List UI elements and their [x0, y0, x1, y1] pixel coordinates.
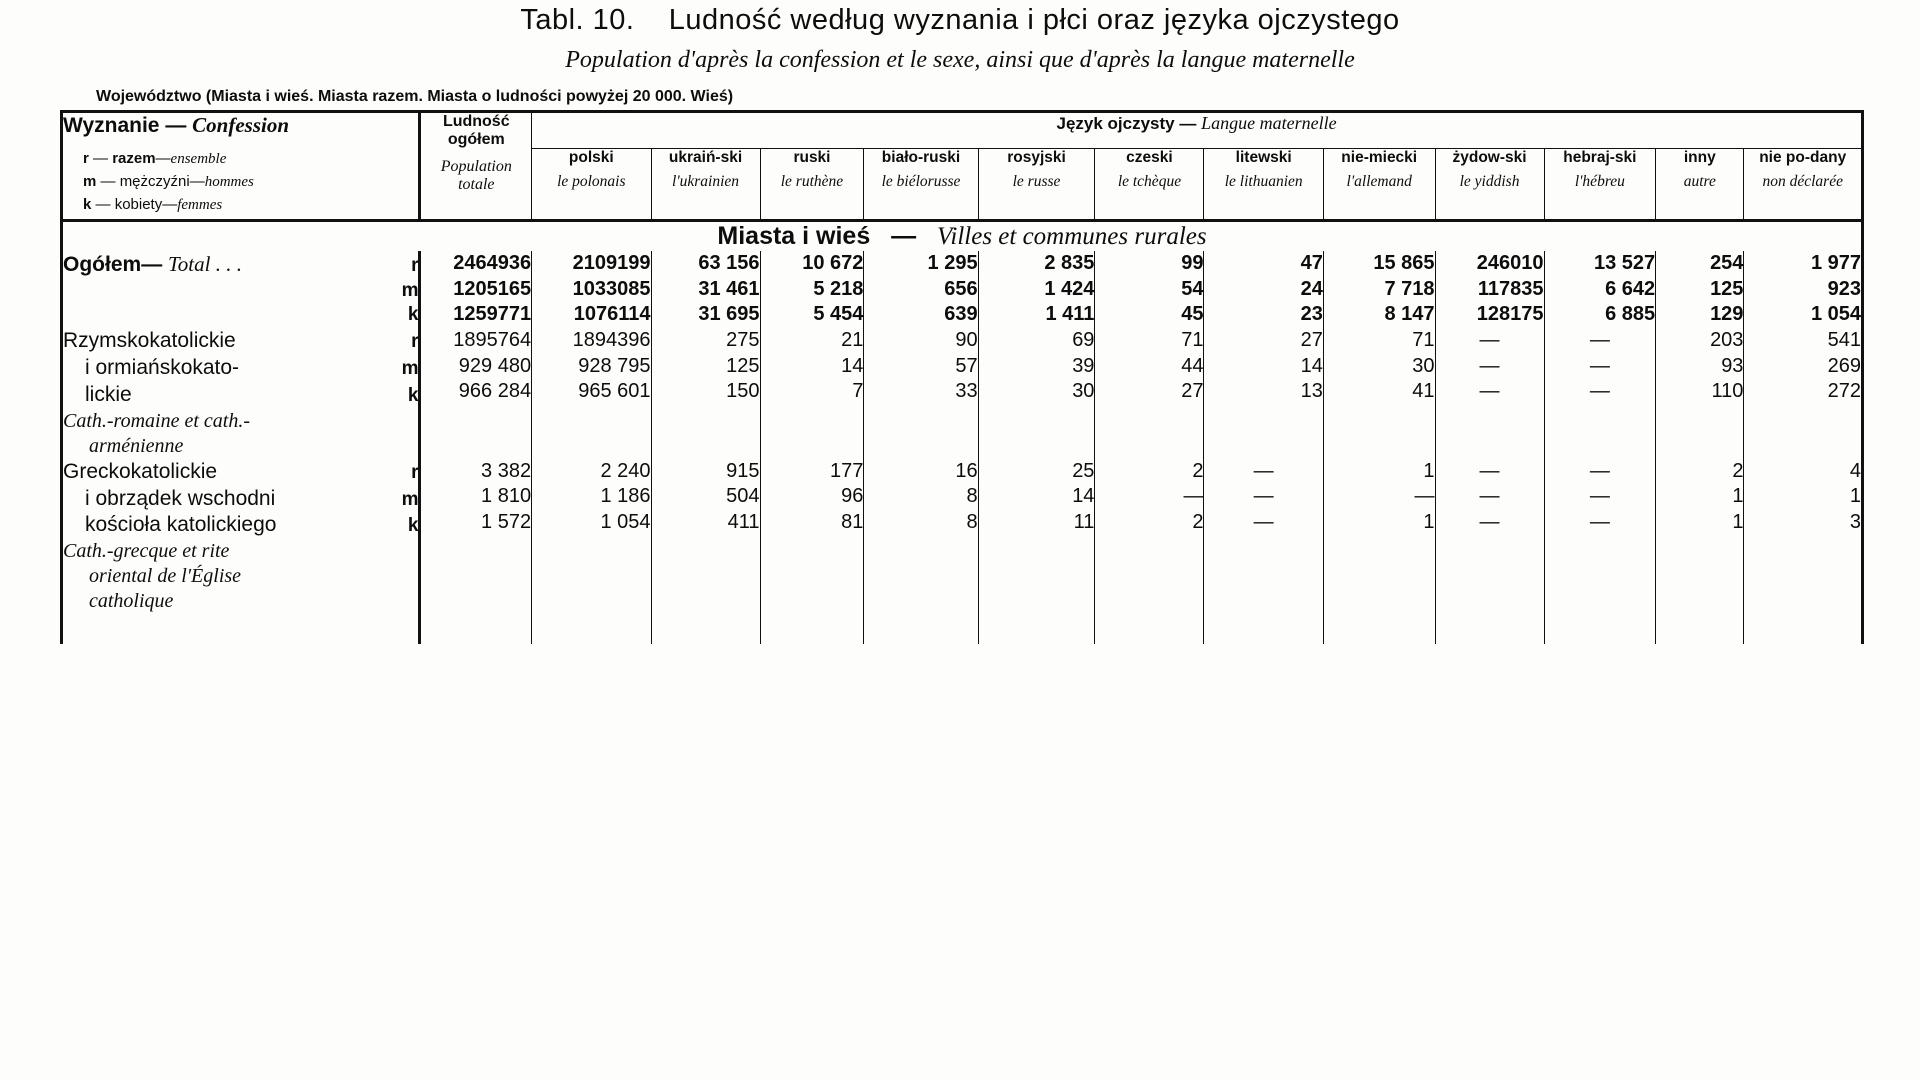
row-label-line-1: Rzymskokatolickie — [63, 329, 236, 353]
header-lang-polski-pl: polski — [568, 148, 614, 166]
section-banner-fr: Villes et communes rurales — [936, 223, 1207, 251]
header-lang-bialoruski-fr: le biélorusse — [881, 172, 961, 190]
cell-ogolem-czeski: 99 54 45 — [1095, 251, 1204, 328]
header-lang-rosyjski-pl: rosyjski — [1007, 148, 1066, 166]
legend-pl-k: kobiety — [114, 195, 163, 213]
legend-fr-m: hommes — [204, 173, 254, 190]
header-lang-niepodany-pl: nie po-dany — [1759, 148, 1847, 166]
header-lang-czeski-fr: le tchèque — [1117, 172, 1182, 190]
row-label-line-2: i obrządek wschodni — [85, 486, 276, 510]
title-polish: Ludność według wyznania i płci oraz języka ojczystego — [668, 4, 1400, 36]
row-label-line-3: lickie — [85, 382, 132, 406]
row-label-rzymskokatolickie — [63, 328, 420, 459]
header-lang-niemiecki-pl: nie-miecki — [1341, 148, 1418, 166]
table-row — [63, 328, 1861, 459]
row-key-m: m — [401, 357, 419, 379]
header-lang-hebrajski-pl: hebraj-ski — [1563, 148, 1637, 166]
header-lang-czeski-pl: czeski — [1126, 148, 1173, 166]
header-lang-bialoruski-pl: biało-ruski — [881, 148, 961, 166]
header-lang-litewski-fr: le lithuanien — [1224, 172, 1303, 190]
cell-rzym-hebrajski: — — — — [1544, 328, 1656, 459]
header-lang-inny-fr: autre — [1683, 172, 1716, 190]
legend-key-r: r — [83, 150, 89, 167]
header-population-total — [420, 113, 532, 216]
cell-rzym-niepodany: 541 269 272 — [1827, 329, 1861, 403]
row-label-line-1: Greckokatolickie — [63, 459, 218, 483]
row-key-r: r — [411, 331, 419, 353]
row-label-ogolem — [63, 251, 420, 328]
cell-ogolem-ruski: 10 672 5 218 5 454 — [760, 251, 864, 328]
table-number: Tabl. 10. — [520, 4, 635, 36]
header-legend — [63, 138, 418, 216]
header-lang-czeski — [1095, 148, 1204, 216]
page-title — [0, 0, 1920, 37]
header-population-total-fr: Population totale — [440, 157, 512, 194]
cell-ogolem-rosyjski: 2 835 1 424 1 411 — [978, 251, 1095, 328]
cell-ogolem-inny: 254 125 129 — [1656, 251, 1744, 328]
table-scope-note: Województwo (Miasta i wieś. Miasta razem. Miasta o ludności powyżej 20 000. Wieś) — [96, 88, 734, 105]
statistics-table — [60, 110, 1864, 644]
row-label-ogolem-pl: Ogółem — [63, 253, 142, 277]
legend-pl-r: razem — [112, 150, 156, 167]
section-banner-pl: Miasta i wieś — [717, 222, 871, 251]
header-lang-inny — [1656, 148, 1744, 216]
header-lang-zydowski-pl: żydow-ski — [1452, 148, 1527, 166]
header-lang-rosyjski-fr: le russe — [1012, 172, 1061, 190]
cell-rzym-polski: 1894396 928 795 965 601 — [532, 328, 651, 459]
cell-ogolem-litewski: 47 24 23 — [1204, 251, 1323, 328]
header-lang-niepodany — [1744, 148, 1861, 216]
row-label-greckokatolickie — [63, 459, 420, 615]
cell-rzym-inny: 203 93 110 — [1656, 328, 1744, 459]
header-population-total-pl: Ludność ogółem — [442, 113, 510, 149]
section-banner — [63, 221, 1861, 252]
cell-greck-rosyjski: 25 14 11 — [978, 459, 1095, 615]
header-language-group-fr: Langue maternelle — [1201, 113, 1337, 133]
cell-greck-hebrajski: — — — — [1544, 459, 1656, 615]
cell-greck-litewski: — — — — [1204, 459, 1323, 615]
header-lang-hebrajski — [1544, 148, 1656, 216]
header-lang-niemiecki — [1323, 148, 1435, 216]
row-label-ogolem-fr: Total . . . — [168, 252, 242, 277]
section-banner-dash: — — [891, 222, 917, 251]
cell-greck-ruski: 177 96 81 — [760, 459, 864, 615]
table-row — [63, 251, 1861, 328]
cell-ogolem-zydowski: 246010 117835 128175 — [1435, 251, 1544, 328]
header-confession-pl: Wyznanie — [63, 114, 160, 137]
cell-rzym-rosyjski: 69 39 30 — [978, 328, 1095, 459]
header-lang-ruski-fr: le ruthène — [780, 172, 844, 190]
row-label-fr-line-1: Cath.-romaine et cath.- — [63, 409, 251, 432]
header-lang-rosyjski — [978, 148, 1095, 216]
header-lang-hebrajski-fr: l'hébreu — [1574, 172, 1625, 190]
header-lang-ruski — [760, 148, 864, 216]
legend-key-m: m — [83, 172, 97, 190]
table-header-row — [63, 113, 1861, 148]
cell-rzym-litewski: 27 14 13 — [1204, 328, 1323, 459]
cell-rzym-ukrainski: 275 125 150 — [651, 328, 760, 459]
row-key-m: m — [401, 488, 419, 510]
row-label-fr-line-1: Cath.-grecque et rite — [63, 540, 230, 563]
cell-rzym-ruski: 21 14 7 — [760, 328, 864, 459]
cell-rzym-population: 1895764 929 480 966 284 — [420, 328, 532, 459]
cell-greck-ukrainski: 915 504 411 — [651, 459, 760, 615]
cell-rzym-bialoruski: 90 57 33 — [864, 328, 978, 459]
header-lang-ukrainski — [651, 148, 760, 216]
legend-item-m: m — mężczyźni—hommes — [83, 172, 254, 190]
header-lang-litewski-pl: litewski — [1235, 148, 1292, 166]
title-french: Population d'après la confession et le sexe, ainsi que d'après la langue maternelle — [565, 47, 1355, 73]
header-confession-fr: Confession — [192, 113, 290, 137]
cell-greck-zydowski: — — — — [1435, 459, 1544, 615]
row-key-r: r — [411, 255, 419, 277]
row-key-r: r — [411, 461, 419, 483]
row-key-k: k — [407, 304, 419, 326]
cell-ogolem-niepodany: 1 977 923 1 054 — [1810, 252, 1861, 326]
row-label-fr-line-3: catholique — [89, 590, 174, 613]
row-label-line-2: i ormiańskokato- — [85, 355, 240, 379]
table-row — [63, 459, 1861, 615]
row-label-line-3: kościoła katolickiego — [85, 513, 277, 537]
cell-greck-population: 3 382 1 810 1 572 — [420, 459, 532, 615]
cell-ogolem-bialoruski: 1 295 656 639 — [864, 251, 978, 328]
cell-greck-niepodany: 4 1 3 — [1849, 459, 1861, 533]
header-lang-polski — [532, 148, 651, 216]
cell-rzym-zydowski: — — — — [1435, 328, 1544, 459]
cell-rzym-niemiecki: 71 30 41 — [1323, 328, 1435, 459]
header-lang-zydowski — [1435, 148, 1544, 216]
legend-fr-r: ensemble — [170, 151, 227, 167]
header-lang-ukrainski-pl: ukraiń-ski — [668, 148, 743, 166]
legend-fr-k: femmes — [177, 196, 223, 213]
header-confession — [63, 113, 420, 216]
header-lang-bialoruski — [864, 148, 978, 216]
row-label-ogolem-dash: — — [141, 253, 163, 277]
cell-greck-polski: 2 240 1 186 1 054 — [532, 459, 651, 615]
header-lang-inny-pl: inny — [1683, 148, 1716, 166]
legend-item-r: r — razem—ensemble — [83, 150, 227, 167]
header-lang-niemiecki-fr: l'allemand — [1346, 172, 1412, 190]
row-key-m: m — [401, 280, 419, 302]
cell-ogolem-niemiecki: 15 865 7 718 8 147 — [1323, 251, 1435, 328]
cell-rzym-czeski: 71 44 27 — [1095, 328, 1204, 459]
cell-ogolem-ukrainski: 63 156 31 461 31 695 — [651, 251, 760, 328]
cell-greck-bialoruski: 16 8 8 — [864, 459, 978, 615]
section-banner-row — [63, 221, 1861, 252]
cell-greck-czeski: 2 — 2 — [1095, 459, 1204, 615]
legend-item-k: k — kobiety—femmes — [83, 195, 223, 213]
header-lang-zydowski-fr: le yiddish — [1459, 172, 1520, 190]
table-row-clipped — [63, 614, 1861, 644]
header-language-group-pl: Język ojczysty — [1056, 114, 1175, 133]
header-language-group — [532, 113, 1861, 148]
header-language-group-dash: — — [1179, 114, 1197, 133]
header-lang-polski-fr: le polonais — [557, 172, 626, 190]
cell-ogolem-population: 2464936 1205165 1259771 — [420, 251, 532, 328]
cell-ogolem-polski: 2109199 1033085 1076114 — [532, 251, 651, 328]
header-lang-litewski — [1204, 148, 1323, 216]
header-lang-niepodany-fr: non déclarée — [1762, 172, 1843, 190]
cell-greck-niemiecki: 1 — 1 — [1323, 459, 1435, 615]
cell-ogolem-hebrajski: 13 527 6 642 6 885 — [1544, 251, 1656, 328]
row-key-k: k — [407, 384, 419, 406]
header-lang-ruski-pl: ruski — [793, 148, 831, 166]
cell-greck-inny: 2 1 1 — [1656, 459, 1744, 615]
header-lang-ukrainski-fr: l'ukrainien — [672, 172, 740, 190]
legend-key-k: k — [83, 195, 92, 213]
legend-pl-m: mężczyźni — [119, 172, 190, 190]
row-label-fr-line-2: arménienne — [89, 434, 184, 457]
header-confession-dash: — — [165, 114, 187, 137]
row-key-k: k — [407, 515, 419, 537]
row-label-fr-line-2: oriental de l'Église — [89, 565, 242, 588]
